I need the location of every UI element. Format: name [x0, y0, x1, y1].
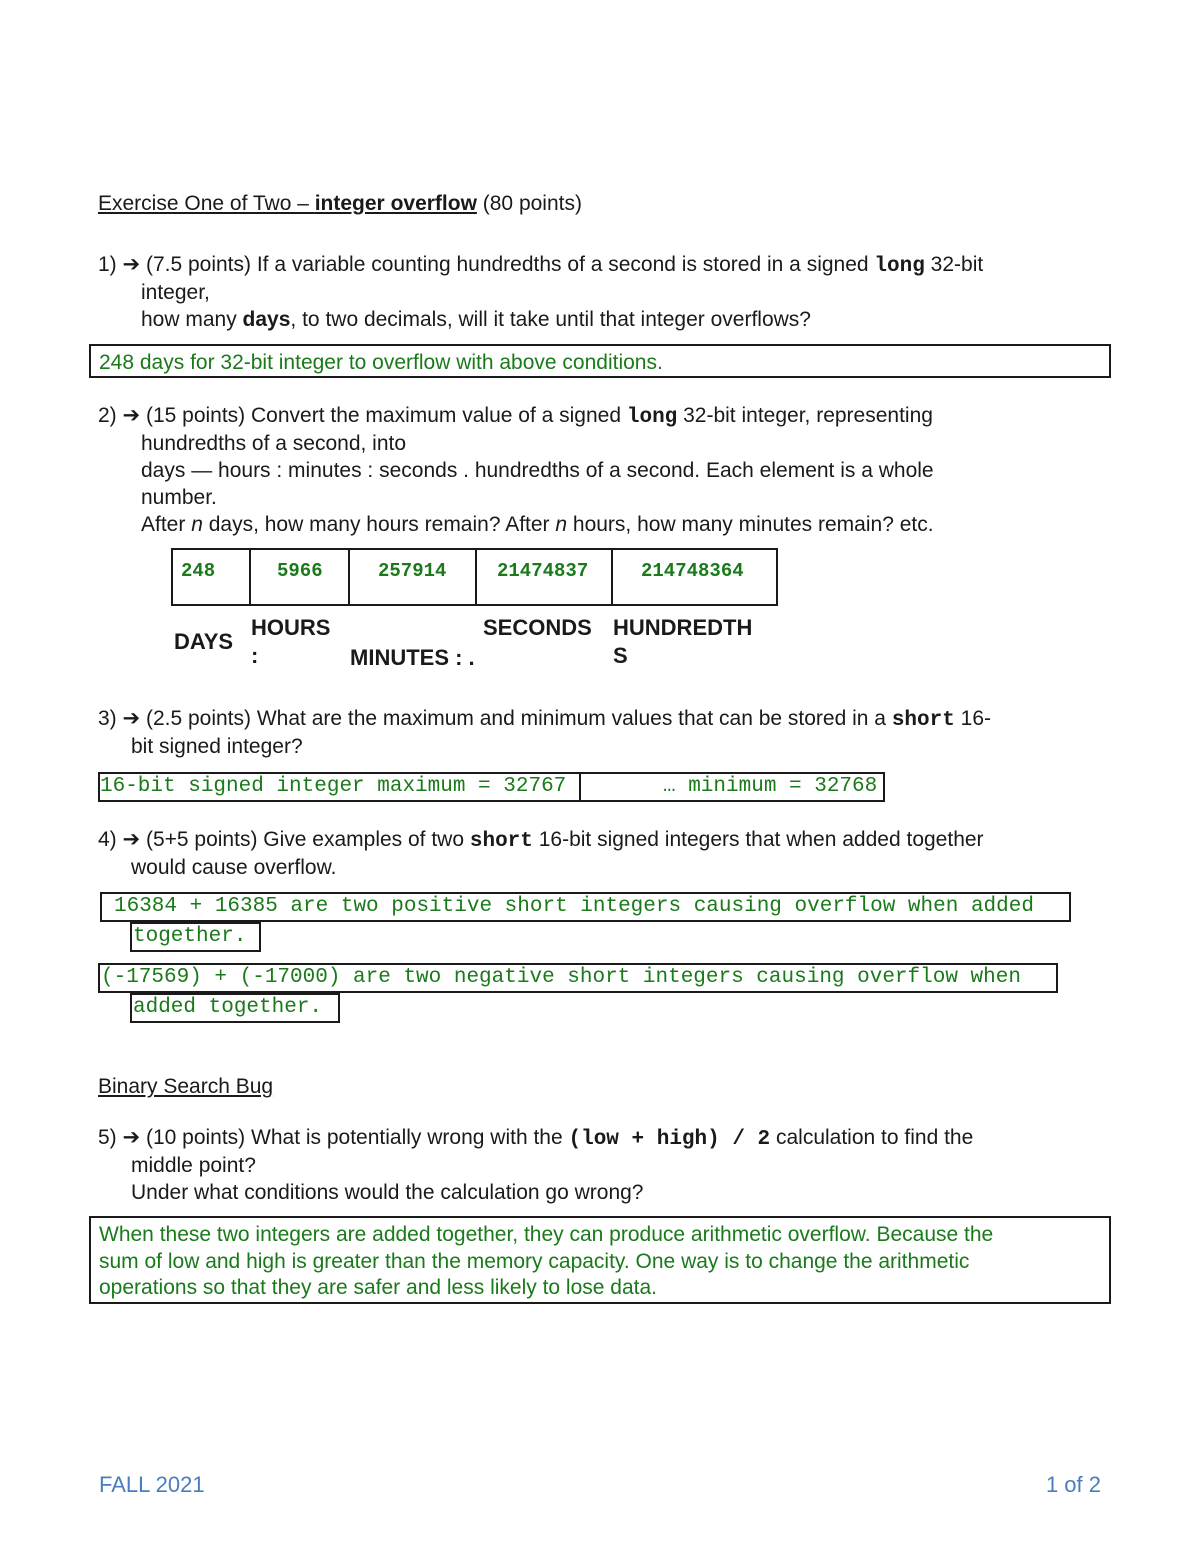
q3-line2: bit signed integer?	[131, 735, 303, 758]
q4-answer1-box	[100, 892, 1071, 922]
q2-days-value: 248	[171, 548, 251, 606]
q2-line5-a: After	[141, 513, 192, 536]
q2-line1	[98, 402, 933, 431]
q5-answer-l1: When these two integers are added together, they can produce arithmetic overflow. Because the	[99, 1223, 994, 1246]
q5-points: (10 points) What is potentially wrong with the	[140, 1126, 569, 1149]
q4-line1	[98, 826, 984, 855]
q5-answer-l3: operations so that they are safer and less likely to lose data.	[99, 1276, 657, 1299]
q4-answer1-b: together.	[133, 925, 247, 948]
q2-line3: days — hours : minutes : seconds . hundredths of a second. Each element is a whole	[141, 459, 934, 482]
q1-points: (7.5 points) If a variable counting hundredths of a second is stored in a signed	[140, 253, 875, 276]
q2-minutes-value: 257914	[348, 548, 477, 606]
q2-keyword: long	[626, 406, 678, 429]
q3-line1	[98, 705, 991, 734]
q2-line5-n2: n	[555, 513, 568, 536]
q2-label-hours-colon: :	[251, 643, 259, 668]
arrow-right-icon: ➔	[122, 253, 141, 276]
q1-answer: 248 days for 32-bit integer to overflow with above conditions.	[99, 351, 663, 374]
q2-label-minutes: MINUTES : .	[350, 645, 475, 670]
q5-after-code: calculation to find the	[770, 1126, 974, 1149]
q2-line5-b: days, how many hours remain? After	[202, 513, 556, 536]
q1-keyword: long	[874, 255, 925, 278]
q4-answer2-a: (-17569) + (-17000) are two negative short integers causing overflow when	[101, 966, 1021, 989]
q5-line2: middle point?	[131, 1154, 256, 1177]
q3-number: 3)	[98, 707, 123, 730]
exercise-title-suffix: (80 points)	[476, 192, 582, 215]
q1-after-keyword: 32-bit	[924, 253, 984, 276]
q1-line3	[141, 306, 811, 333]
q4-answer2-box-cont	[130, 993, 340, 1023]
q2-line5	[141, 511, 934, 538]
q5-answer-l2: sum of low and high is greater than the memory capacity. One way is to change the arithmetic	[99, 1249, 970, 1273]
q1-line3-bold: days	[242, 308, 291, 331]
q2-points: (15 points) Convert the maximum value of a signed	[140, 404, 627, 427]
q2-hundredths-value: 214748364	[611, 548, 778, 606]
q5-number: 5)	[98, 1126, 123, 1149]
q4-answer2-b: added together.	[133, 996, 323, 1019]
q3-after-keyword: 16-	[954, 707, 992, 730]
q5-line1	[98, 1124, 973, 1153]
q1-line1	[98, 251, 983, 280]
q2-line5-n1: n	[191, 513, 203, 536]
q2-label-seconds: SECONDS	[483, 615, 592, 640]
q2-label-hundredths-2: S	[613, 643, 628, 668]
q2-line4: number.	[141, 486, 217, 509]
q2-after-keyword: 32-bit integer, representing	[677, 404, 933, 427]
arrow-right-icon: ➔	[122, 828, 141, 851]
exercise-title-prefix: Exercise One of Two –	[98, 192, 315, 215]
q2-number: 2)	[98, 404, 123, 427]
q2-label-hours: HOURS	[251, 615, 331, 640]
q4-answer1-box-cont	[130, 922, 261, 952]
q1-number: 1)	[98, 253, 123, 276]
arrow-right-icon: ➔	[122, 707, 141, 730]
q5-line3: Under what conditions would the calculation go wrong?	[131, 1181, 644, 1204]
q3-answer-max: 16-bit signed integer maximum = 32767	[100, 775, 567, 798]
q1-answer-box	[89, 344, 1111, 378]
q4-answer1-a: 16384 + 16385 are two positive short integers causing overflow when added	[114, 895, 1034, 918]
q3-keyword: short	[891, 709, 955, 732]
q2-line2: hundredths of a second, into	[141, 432, 407, 455]
binary-search-title: Binary Search Bug	[98, 1075, 274, 1098]
q5-code: (low + high) / 2	[568, 1128, 771, 1151]
q2-hours-value: 5966	[249, 548, 350, 606]
q1-line3-a: how many	[141, 308, 243, 331]
q3-points: (2.5 points) What are the maximum and minimum values that can be stored in a	[140, 707, 892, 730]
q1-line2: integer,	[141, 281, 210, 304]
arrow-right-icon: ➔	[122, 1126, 141, 1149]
q4-number: 4)	[98, 828, 123, 851]
q2-label-hundredths-1: HUNDREDTH	[613, 615, 753, 640]
q5-answer-box	[89, 1216, 1111, 1304]
q1-line3-b: , to two decimals, will it take until that integer overflows?	[290, 308, 811, 331]
q3-answer-min: … minimum = 32768	[663, 775, 878, 798]
q2-line5-c: hours, how many minutes remain? etc.	[567, 513, 934, 536]
q2-seconds-value: 21474837	[475, 548, 613, 606]
q4-points: (5+5 points) Give examples of two	[140, 828, 470, 851]
q4-keyword: short	[469, 830, 533, 853]
arrow-right-icon: ➔	[122, 404, 141, 427]
q2-label-days: DAYS	[174, 629, 234, 654]
q4-answer2-box	[98, 963, 1058, 993]
q3-answer-min-box	[579, 772, 885, 802]
q4-after-keyword: 16-bit signed integers that when added together	[532, 828, 984, 851]
q4-line2: would cause overflow.	[131, 856, 337, 879]
footer-term: FALL 2021	[99, 1472, 205, 1497]
exercise-title-bold: integer overflow	[314, 192, 477, 215]
q3-answer-max-box	[98, 772, 581, 802]
exercise-title	[98, 190, 582, 217]
footer-page-number: 1 of 2	[1045, 1472, 1101, 1497]
